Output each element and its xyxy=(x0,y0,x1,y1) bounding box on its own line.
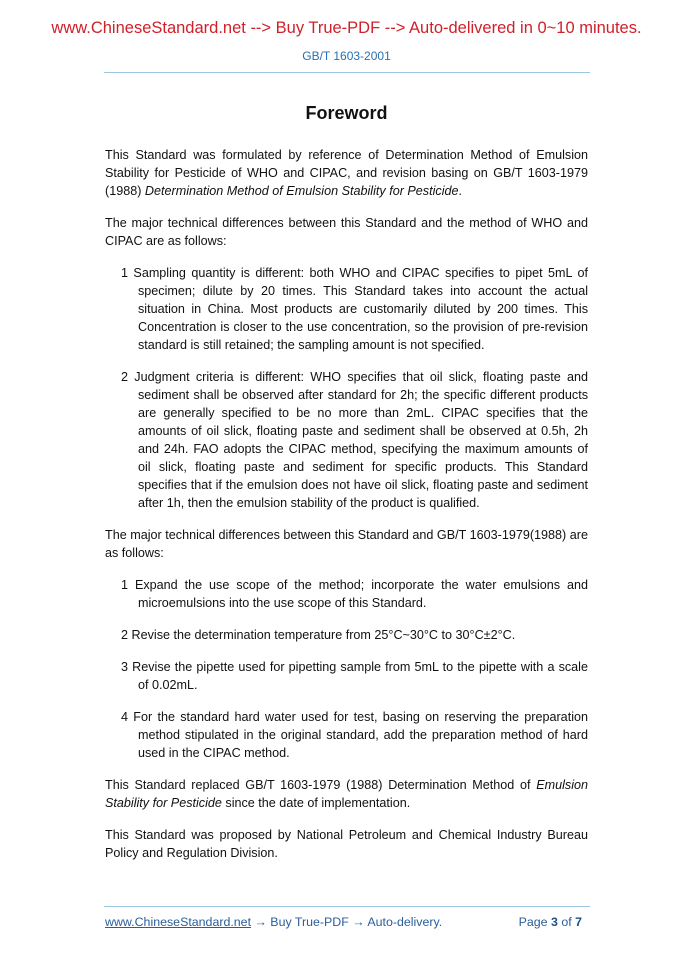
document-body xyxy=(105,146,588,876)
page-total: 7 xyxy=(575,915,582,929)
footer-divider xyxy=(104,906,590,907)
paragraph-gbt-differences: The major technical differences between this Standard and GB/T 1603-1979(1988) are as follows: xyxy=(105,528,588,560)
paragraph-intro xyxy=(105,146,588,200)
paragraph-proposed: This Standard was proposed by National Petroleum and Chemical Industry Bureau Policy and Regulation Division. xyxy=(105,828,588,860)
italic-title: Determination Method of Emulsion Stability for Pesticide xyxy=(144,184,459,198)
standard-number-header: GB/T 1603-2001 xyxy=(302,49,391,63)
header-divider xyxy=(104,72,590,73)
paragraph-replaced xyxy=(105,776,588,812)
footer-link[interactable]: www.ChineseStandard.net xyxy=(105,915,252,929)
list-item: 4 For the standard hard water used for test, basing on reserving the preparation method stipulated in the original standard, add the preparation method of hard used in the CIPAC method. xyxy=(121,710,588,760)
paragraph-who-differences: The major technical differences between this Standard and the method of WHO and CIPAC are as follows: xyxy=(105,216,588,248)
list-item: 1 Sampling quantity is different: both WHO and CIPAC specifies to pipet 5mL of specimen; dilute by 20 times. This Standard takes into account the actual situation in China. Most products are customarily diluted by 200 times. This Concentration is closer to the use concentration, so the provision of pre-revision standard is still retained; the sampling amount is not specified. xyxy=(121,266,588,352)
page-label: Page xyxy=(518,915,551,929)
footer-text: → Buy True-PDF → Auto-delivery. xyxy=(251,915,443,929)
of-label: of xyxy=(557,915,576,929)
page-title: Foreword xyxy=(305,103,388,123)
promo-banner[interactable]: www.ChineseStandard.net --> Buy True-PDF --> Auto-delivered in 0~10 minutes. xyxy=(51,19,642,37)
text: since the date of implementation. xyxy=(221,796,411,810)
footer xyxy=(105,915,588,929)
list-item: 2 Revise the determination temperature from 25°C~30°C to 30°C±2°C. xyxy=(121,628,516,642)
italic-title: Emulsion Stability for Pesticide xyxy=(105,778,588,810)
list-item: 1 Expand the use scope of the method; incorporate the water emulsions and microemulsions into the use scope of this Standard. xyxy=(121,578,588,610)
text: This Standard replaced GB/T 1603-1979 (1988) Determination Method of xyxy=(105,778,537,792)
list-item: 3 Revise the pipette used for pipetting sample from 5mL to the pipette with a scale of 0.02mL. xyxy=(121,660,588,692)
text: This Standard was formulated by reference of Determination Method of Emulsion Stability for Pesticide of WHO and CIPAC, and revision basing on GB/T 1603-1979 (1988) xyxy=(105,148,588,198)
page-number: 3 xyxy=(550,915,558,929)
page-indicator xyxy=(519,915,582,929)
text: . xyxy=(458,184,462,198)
list-item: 2 Judgment criteria is different: WHO specifies that oil slick, floating paste and sediment shall be observed after standard for 2h; the specific different products are generally specified to be no more than 2mL. CIPAC specifies that the amounts of oil slick, floating paste and sediment shall be observed at 0.5h, 2h and 24h. FAO adopts the CIPAC method, specifying the maximum amounts of oil slick, floating paste and sediment for specific products. This Standard specifies that if the emulsion does not have oil slick, floating paste and sediment after 1h, then the emulsion stability of the product is qualified. xyxy=(121,370,588,510)
